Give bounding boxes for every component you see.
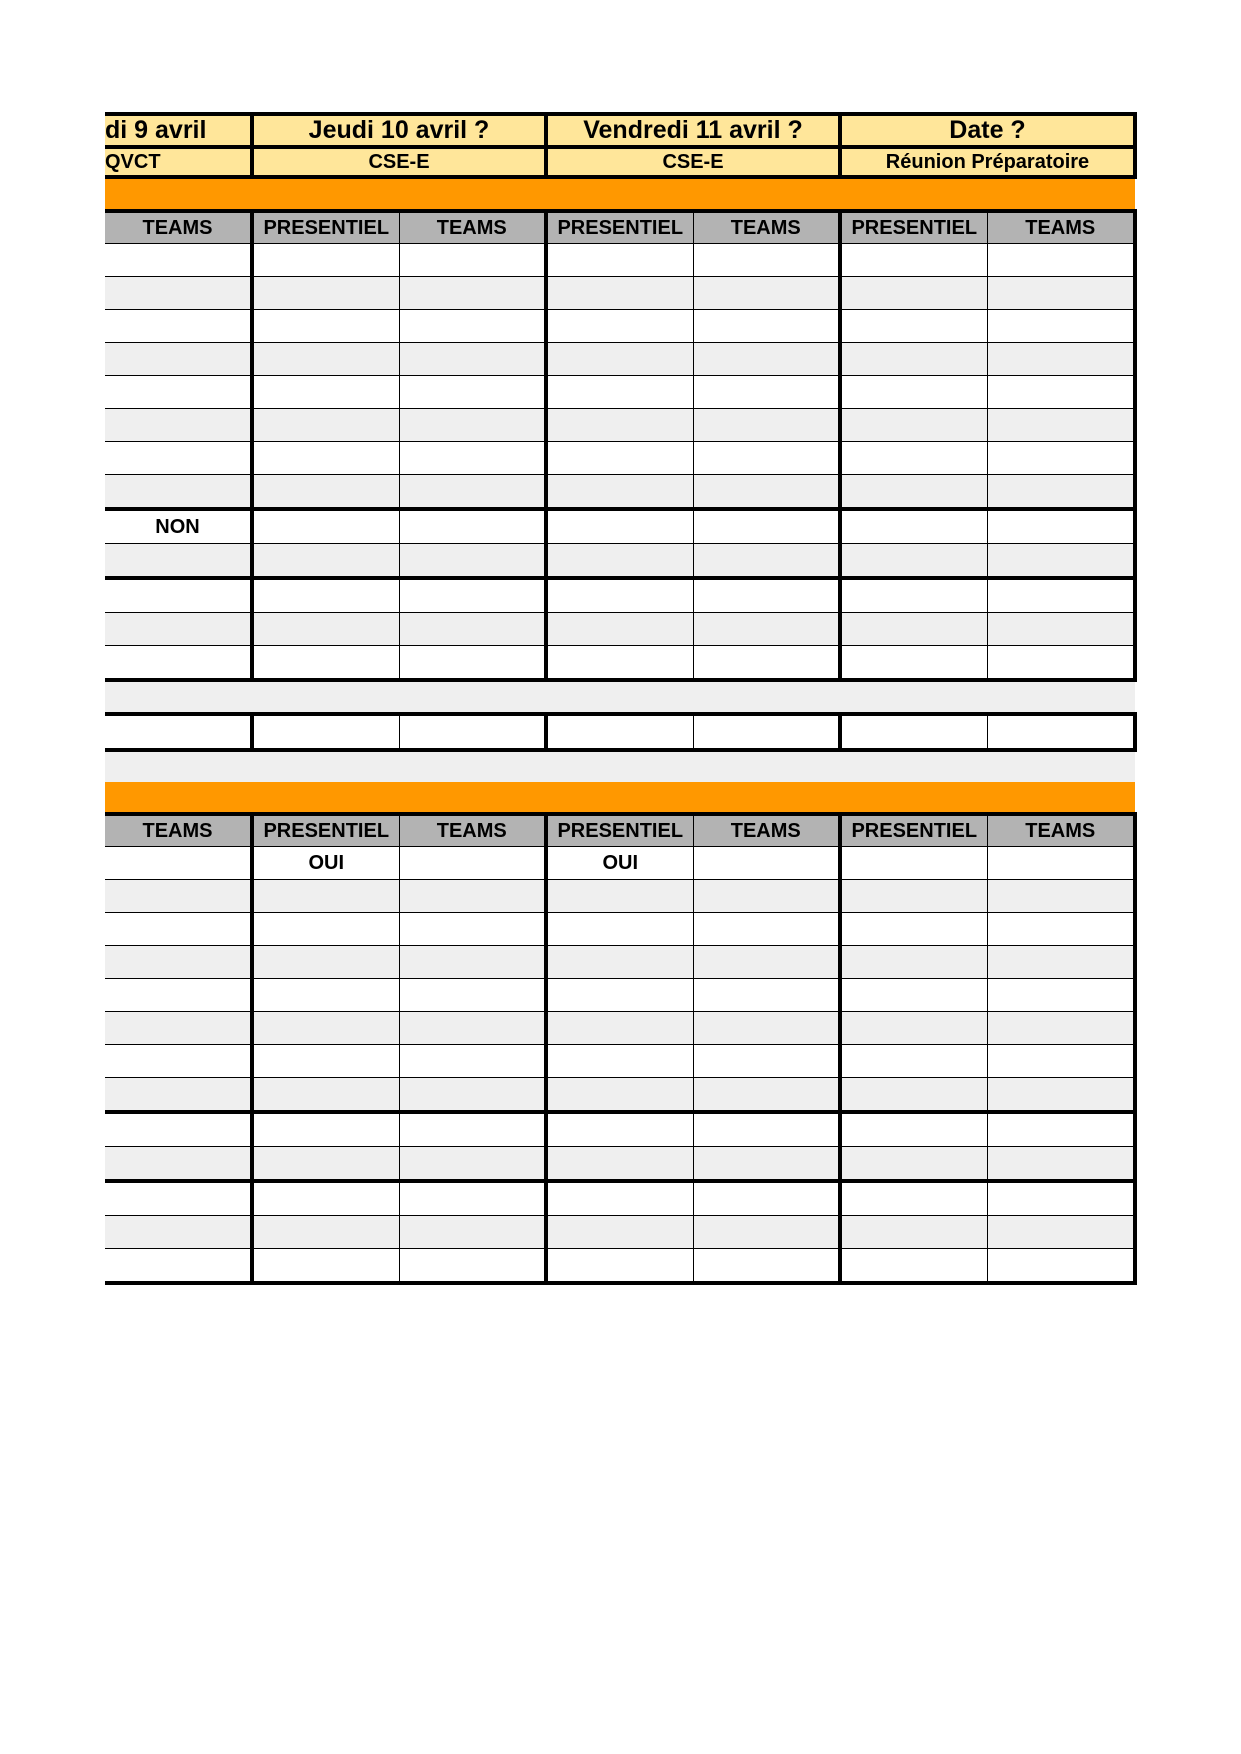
attendance-cell[interactable] [840, 1181, 987, 1216]
attendance-cell[interactable] [399, 442, 546, 475]
attendance-cell[interactable] [693, 913, 840, 946]
attendance-cell[interactable] [693, 409, 840, 442]
attendance-cell[interactable] [252, 646, 399, 681]
spacer-row [105, 682, 1135, 712]
attendance-cell[interactable] [840, 1078, 987, 1113]
attendance-cell[interactable] [105, 310, 252, 343]
attendance-cell[interactable] [840, 880, 987, 913]
table-row [105, 714, 1135, 750]
attendance-cell[interactable] [840, 244, 987, 277]
date-header-table [105, 112, 1137, 179]
attendance-cell[interactable] [987, 714, 1135, 750]
attendance-cell[interactable] [252, 880, 399, 913]
attendance-cell[interactable] [693, 1249, 840, 1284]
attendance-cell[interactable] [987, 1078, 1135, 1113]
attendance-cell[interactable] [840, 544, 987, 579]
attendance-cell[interactable] [105, 847, 252, 880]
section-band-1 [105, 179, 1135, 209]
attendance-cell[interactable] [987, 376, 1135, 409]
attendance-cell[interactable] [546, 1216, 693, 1249]
attendance-cell[interactable] [399, 913, 546, 946]
attendance-cell[interactable] [252, 544, 399, 579]
meeting-cell[interactable]: CSE-E [252, 147, 546, 177]
attendance-cell[interactable] [693, 613, 840, 646]
attendance-cell[interactable] [252, 343, 399, 376]
attendance-cell[interactable] [693, 1147, 840, 1182]
table-row [105, 847, 1135, 880]
attendance-cell[interactable] [693, 847, 840, 880]
attendance-cell[interactable] [840, 376, 987, 409]
date-cell[interactable]: Vendredi 11 avril ? [546, 114, 840, 147]
attendance-cell[interactable] [252, 1078, 399, 1113]
table-row [105, 613, 1135, 646]
attendance-cell[interactable] [693, 714, 840, 750]
attendance-cell[interactable] [399, 1181, 546, 1216]
table-row [105, 1147, 1135, 1182]
attendance-cell[interactable] [840, 475, 987, 510]
attendance-cell[interactable] [105, 979, 252, 1012]
attendance-cell[interactable] [105, 1012, 252, 1045]
attendance-cell[interactable] [252, 1147, 399, 1182]
attendance-cell[interactable] [546, 646, 693, 681]
table-row [105, 1112, 1135, 1147]
planning-sheet [105, 112, 1135, 1285]
attendance-cell[interactable] [546, 277, 693, 310]
attendance-cell[interactable] [693, 509, 840, 544]
attendance-cell[interactable] [252, 1012, 399, 1045]
attendance-cell[interactable] [693, 475, 840, 510]
table-row [105, 1045, 1135, 1078]
meeting-cell[interactable]: QVCT [105, 147, 252, 177]
attendance-cell[interactable] [840, 1216, 987, 1249]
column-header-row [105, 211, 1135, 244]
attendance-cell[interactable] [840, 343, 987, 376]
attendance-cell[interactable] [693, 244, 840, 277]
attendance-cell[interactable] [105, 544, 252, 579]
attendance-cell[interactable] [693, 946, 840, 979]
attendance-cell[interactable] [693, 310, 840, 343]
attendance-cell[interactable] [987, 244, 1135, 277]
attendance-cell[interactable] [693, 1078, 840, 1113]
attendance-cell[interactable] [987, 880, 1135, 913]
meeting-cell[interactable]: CSE-E [546, 147, 840, 177]
attendance-cell[interactable] [840, 1045, 987, 1078]
table-row [105, 1181, 1135, 1216]
attendance-cell[interactable] [252, 1216, 399, 1249]
attendance-cell[interactable] [399, 277, 546, 310]
attendance-cell[interactable] [252, 1181, 399, 1216]
attendance-cell[interactable] [693, 578, 840, 613]
attendance-cell[interactable] [399, 880, 546, 913]
attendance-cell[interactable] [399, 1045, 546, 1078]
column-header: TEAMS [399, 211, 546, 244]
table-row [105, 509, 1135, 544]
attendance-cell[interactable] [546, 442, 693, 475]
attendance-cell[interactable] [840, 578, 987, 613]
table-row [105, 277, 1135, 310]
attendance-cell[interactable] [546, 1112, 693, 1147]
attendance-cell[interactable] [399, 714, 546, 750]
table-row [105, 244, 1135, 277]
attendance-cell[interactable] [105, 277, 252, 310]
meeting-cell[interactable]: Réunion Préparatoire [840, 147, 1135, 177]
attendance-cell[interactable] [987, 946, 1135, 979]
attendance-cell[interactable] [252, 1112, 399, 1147]
table-row [105, 913, 1135, 946]
attendance-cell[interactable] [105, 244, 252, 277]
attendance-cell[interactable] [693, 1012, 840, 1045]
attendance-cell[interactable] [840, 847, 987, 880]
attendance-cell[interactable] [105, 1249, 252, 1284]
attendance-cell[interactable] [399, 475, 546, 510]
attendance-cell[interactable] [840, 979, 987, 1012]
attendance-cell[interactable] [399, 544, 546, 579]
attendance-cell[interactable] [105, 1045, 252, 1078]
column-header: PRESENTIEL [546, 211, 693, 244]
attendance-cell[interactable] [105, 946, 252, 979]
attendance-cell[interactable] [987, 544, 1135, 579]
attendance-cell[interactable] [546, 1249, 693, 1284]
column-header: TEAMS [399, 814, 546, 847]
attendance-cell[interactable] [987, 1112, 1135, 1147]
attendance-cell[interactable] [840, 509, 987, 544]
date-row [105, 114, 1135, 147]
attendance-cell[interactable] [546, 1181, 693, 1216]
attendance-cell[interactable] [252, 946, 399, 979]
attendance-cell[interactable] [252, 244, 399, 277]
attendance-cell[interactable]: OUI [546, 847, 693, 880]
attendance-cell[interactable] [252, 310, 399, 343]
date-cell[interactable]: Date ? [840, 114, 1135, 147]
table-row [105, 646, 1135, 681]
table-row [105, 544, 1135, 579]
attendance-cell[interactable] [546, 475, 693, 510]
meeting-row [105, 147, 1135, 177]
attendance-cell[interactable] [399, 979, 546, 1012]
attendance-cell[interactable] [252, 578, 399, 613]
attendance-cell[interactable] [399, 310, 546, 343]
attendance-cell[interactable] [546, 409, 693, 442]
attendance-cell[interactable] [399, 613, 546, 646]
attendance-cell[interactable] [546, 509, 693, 544]
attendance-cell[interactable] [840, 613, 987, 646]
attendance-cell[interactable] [399, 376, 546, 409]
attendance-cell[interactable] [546, 544, 693, 579]
attendance-cell[interactable] [399, 578, 546, 613]
column-header: TEAMS [105, 211, 252, 244]
attendance-cell[interactable] [987, 1181, 1135, 1216]
table-row [105, 1249, 1135, 1284]
attendance-cell[interactable] [105, 442, 252, 475]
attendance-cell[interactable] [693, 376, 840, 409]
attendance-cell[interactable] [399, 343, 546, 376]
attendance-cell[interactable] [840, 1012, 987, 1045]
attendance-cell[interactable] [987, 578, 1135, 613]
attendance-cell[interactable] [987, 442, 1135, 475]
section-band-2 [105, 782, 1135, 812]
column-header: PRESENTIEL [252, 814, 399, 847]
column-header: PRESENTIEL [546, 814, 693, 847]
table-row [105, 578, 1135, 613]
attendance-cell[interactable] [840, 946, 987, 979]
attendance-cell[interactable] [252, 475, 399, 510]
attendance-cell[interactable] [546, 1012, 693, 1045]
attendance-cell[interactable] [546, 343, 693, 376]
attendance-cell[interactable] [105, 376, 252, 409]
attendance-cell[interactable] [987, 1249, 1135, 1284]
spacer-row [105, 752, 1135, 782]
attendance-cell[interactable] [105, 1147, 252, 1182]
date-cell[interactable]: di 9 avril [105, 114, 252, 147]
attendance-cell[interactable] [252, 1045, 399, 1078]
table-row [105, 310, 1135, 343]
attendance-cell[interactable] [987, 646, 1135, 681]
column-header: TEAMS [693, 814, 840, 847]
attendance-cell[interactable] [399, 646, 546, 681]
attendance-cell[interactable] [840, 1249, 987, 1284]
attendance-cell[interactable] [987, 1012, 1135, 1045]
column-header: TEAMS [693, 211, 840, 244]
attendance-cell[interactable] [105, 880, 252, 913]
attendance-cell[interactable] [399, 509, 546, 544]
attendance-cell[interactable] [693, 1216, 840, 1249]
attendance-cell[interactable] [105, 646, 252, 681]
attendance-cell[interactable] [693, 1045, 840, 1078]
attendance-cell[interactable] [987, 475, 1135, 510]
attendance-cell[interactable] [105, 578, 252, 613]
column-header: PRESENTIEL [252, 211, 399, 244]
attendance-cell[interactable] [546, 376, 693, 409]
attendance-cell[interactable] [840, 442, 987, 475]
attendance-cell[interactable] [693, 277, 840, 310]
attendance-cell[interactable] [252, 613, 399, 646]
table-row [105, 946, 1135, 979]
table-row [105, 880, 1135, 913]
attendance-cell[interactable] [693, 646, 840, 681]
attendance-cell[interactable] [252, 1249, 399, 1284]
attendance-cell[interactable] [105, 343, 252, 376]
attendance-cell[interactable] [693, 442, 840, 475]
attendance-grid-1 [105, 209, 1137, 682]
attendance-grid-2 [105, 812, 1137, 1285]
table-row [105, 1078, 1135, 1113]
attendance-cell[interactable] [105, 475, 252, 510]
table-row [105, 376, 1135, 409]
attendance-cell[interactable] [840, 310, 987, 343]
attendance-cell[interactable] [252, 442, 399, 475]
attendance-cell[interactable] [693, 343, 840, 376]
attendance-cell[interactable] [546, 714, 693, 750]
attendance-cell[interactable] [987, 1216, 1135, 1249]
attendance-cell[interactable] [840, 1112, 987, 1147]
attendance-cell[interactable] [252, 979, 399, 1012]
attendance-cell[interactable]: NON [105, 509, 252, 544]
attendance-cell[interactable] [399, 244, 546, 277]
attendance-cell[interactable] [987, 509, 1135, 544]
attendance-cell[interactable] [693, 979, 840, 1012]
attendance-cell[interactable] [399, 1112, 546, 1147]
attendance-cell[interactable] [546, 613, 693, 646]
attendance-cell[interactable] [546, 578, 693, 613]
attendance-cell[interactable] [840, 913, 987, 946]
attendance-cell[interactable] [546, 1045, 693, 1078]
attendance-cell[interactable] [399, 946, 546, 979]
attendance-cell[interactable] [987, 613, 1135, 646]
attendance-cell[interactable] [987, 1147, 1135, 1182]
attendance-cell[interactable] [252, 277, 399, 310]
attendance-cell[interactable] [105, 1078, 252, 1113]
attendance-cell[interactable] [252, 714, 399, 750]
attendance-cell[interactable] [987, 409, 1135, 442]
date-cell[interactable]: Jeudi 10 avril ? [252, 114, 546, 147]
attendance-cell[interactable] [546, 310, 693, 343]
table-row [105, 1012, 1135, 1045]
attendance-cell[interactable] [546, 244, 693, 277]
attendance-cell[interactable] [987, 277, 1135, 310]
column-header: TEAMS [987, 211, 1135, 244]
attendance-cell[interactable] [840, 277, 987, 310]
attendance-cell[interactable] [840, 646, 987, 681]
attendance-cell[interactable] [399, 1216, 546, 1249]
attendance-cell[interactable] [840, 409, 987, 442]
attendance-cell[interactable] [546, 880, 693, 913]
column-header: TEAMS [987, 814, 1135, 847]
attendance-cell[interactable]: OUI [252, 847, 399, 880]
attendance-cell[interactable] [105, 714, 252, 750]
column-header: TEAMS [105, 814, 252, 847]
attendance-cell[interactable] [105, 1181, 252, 1216]
column-header: PRESENTIEL [840, 211, 987, 244]
attendance-cell[interactable] [399, 847, 546, 880]
attendance-cell[interactable] [399, 1078, 546, 1113]
attendance-cell[interactable] [546, 979, 693, 1012]
attendance-cell[interactable] [399, 1147, 546, 1182]
column-header: PRESENTIEL [840, 814, 987, 847]
attendance-cell[interactable] [987, 310, 1135, 343]
table-row [105, 1216, 1135, 1249]
attendance-cell[interactable] [399, 1012, 546, 1045]
attendance-cell[interactable] [987, 847, 1135, 880]
attendance-cell[interactable] [546, 913, 693, 946]
attendance-cell[interactable] [105, 1112, 252, 1147]
attendance-cell[interactable] [546, 946, 693, 979]
attendance-cell[interactable] [399, 1249, 546, 1284]
attendance-cell[interactable] [105, 409, 252, 442]
attendance-cell[interactable] [693, 880, 840, 913]
table-row [105, 979, 1135, 1012]
attendance-cell[interactable] [987, 979, 1135, 1012]
attendance-cell[interactable] [987, 913, 1135, 946]
table-row [105, 442, 1135, 475]
attendance-cell[interactable] [987, 1045, 1135, 1078]
attendance-cell[interactable] [546, 1078, 693, 1113]
attendance-cell[interactable] [252, 409, 399, 442]
attendance-cell[interactable] [105, 613, 252, 646]
attendance-cell[interactable] [987, 343, 1135, 376]
attendance-cell[interactable] [252, 913, 399, 946]
table-row [105, 343, 1135, 376]
table-row [105, 475, 1135, 510]
table-row [105, 409, 1135, 442]
attendance-cell[interactable] [693, 1181, 840, 1216]
attendance-cell[interactable] [399, 409, 546, 442]
attendance-cell[interactable] [840, 714, 987, 750]
attendance-cell[interactable] [252, 509, 399, 544]
attendance-cell[interactable] [693, 544, 840, 579]
attendance-extra-row [105, 712, 1137, 752]
attendance-cell[interactable] [693, 1112, 840, 1147]
attendance-cell[interactable] [546, 1147, 693, 1182]
attendance-cell[interactable] [252, 376, 399, 409]
column-header-row [105, 814, 1135, 847]
attendance-cell[interactable] [840, 1147, 987, 1182]
attendance-cell[interactable] [105, 1216, 252, 1249]
attendance-cell[interactable] [105, 913, 252, 946]
